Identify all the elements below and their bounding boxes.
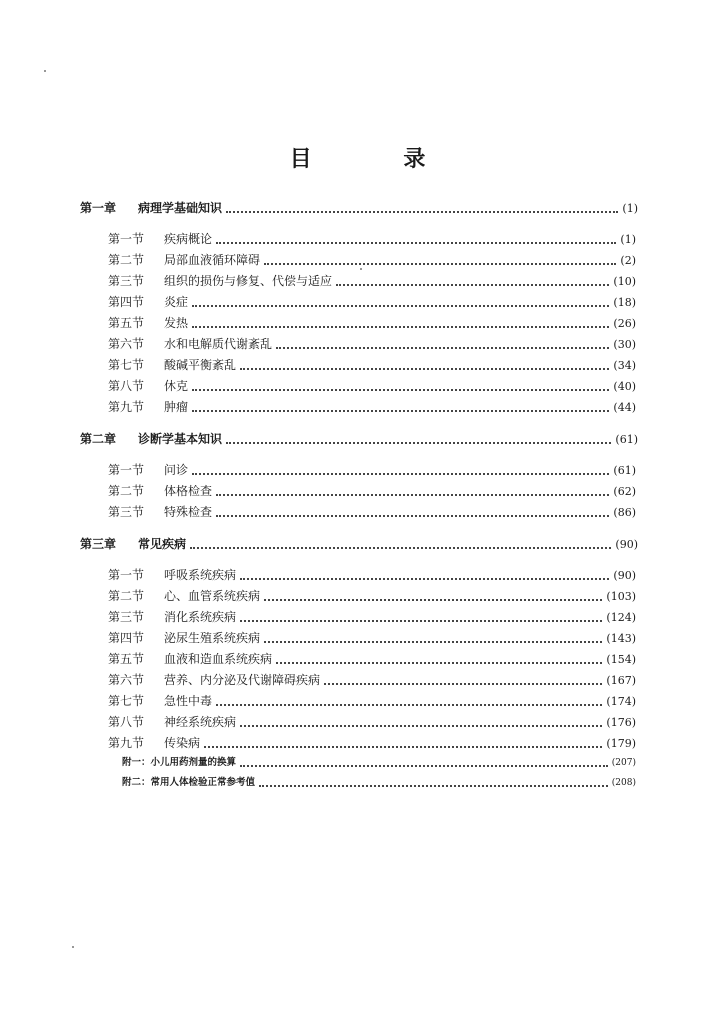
page-number: (44) xyxy=(613,401,636,414)
page-number: (207) xyxy=(611,758,636,768)
page-number: (40) xyxy=(613,380,636,393)
dot-leader xyxy=(276,662,602,664)
page-number: (1) xyxy=(620,233,636,246)
section-title: 急性中毒 xyxy=(164,694,213,708)
dot-leader xyxy=(216,704,602,706)
toc-section[interactable] xyxy=(108,462,636,479)
dot-leader xyxy=(276,347,609,349)
chapter-number: 第二章 xyxy=(80,432,117,446)
scan-speck xyxy=(72,946,74,948)
section-number: 第六节 xyxy=(108,673,145,687)
chapter-title: 病理学基础知识 xyxy=(138,201,223,215)
page-number: (61) xyxy=(613,464,636,477)
page-number: (124) xyxy=(606,611,636,624)
dot-leader xyxy=(324,683,602,685)
dot-leader xyxy=(216,494,609,496)
page-number: (208) xyxy=(611,778,636,788)
dot-leader xyxy=(190,547,611,549)
section-title: 泌尿生殖系统疾病 xyxy=(164,631,261,645)
dot-leader xyxy=(240,368,609,370)
dot-leader xyxy=(240,725,602,727)
toc-section[interactable] xyxy=(108,231,636,248)
dot-leader xyxy=(264,641,602,643)
section-title: 组织的损伤与修复、代偿与适应 xyxy=(164,274,333,288)
chapter-title: 常见疾病 xyxy=(138,537,187,551)
dot-leader xyxy=(226,442,611,444)
section-number: 第三节 xyxy=(108,274,145,288)
scan-speck xyxy=(360,268,362,270)
scan-speck xyxy=(44,70,46,72)
section-number: 第四节 xyxy=(108,295,145,309)
page-number: (1) xyxy=(622,202,638,215)
appendix-title: 附二：常用人体检验正常参考值 xyxy=(122,777,256,788)
toc-section[interactable] xyxy=(108,504,636,521)
section-number: 第二节 xyxy=(108,253,145,267)
page-number: (2) xyxy=(620,254,636,267)
section-number: 第五节 xyxy=(108,316,145,330)
section-number: 第三节 xyxy=(108,505,145,519)
dot-leader xyxy=(216,242,616,244)
toc-section[interactable] xyxy=(108,630,636,647)
dot-leader xyxy=(216,515,609,517)
toc-section[interactable] xyxy=(108,714,636,731)
toc-section[interactable] xyxy=(108,567,636,584)
toc-appendix-1[interactable] xyxy=(122,755,636,771)
section-number: 第四节 xyxy=(108,631,145,645)
page-number: (103) xyxy=(606,590,636,603)
appendix-title: 附一：小儿用药剂量的换算 xyxy=(122,757,237,768)
toc-section[interactable] xyxy=(108,483,636,500)
section-title: 水和电解质代谢紊乱 xyxy=(164,337,273,351)
page-number: (62) xyxy=(613,485,636,498)
chapter-number: 第一章 xyxy=(80,201,117,215)
toc-section[interactable] xyxy=(108,609,636,626)
toc-chapter-2[interactable] xyxy=(80,431,638,448)
dot-leader xyxy=(204,746,602,748)
toc-appendix-2[interactable] xyxy=(122,775,636,791)
section-title: 疾病概论 xyxy=(164,232,213,246)
chapter-title: 诊断学基本知识 xyxy=(138,432,223,446)
section-title: 神经系统疾病 xyxy=(164,715,237,729)
dot-leader xyxy=(264,263,616,265)
section-number: 第八节 xyxy=(108,379,145,393)
page-number: (176) xyxy=(606,716,636,729)
section-title: 特殊检查 xyxy=(164,505,213,519)
page-number: (10) xyxy=(613,275,636,288)
toc-section[interactable] xyxy=(108,357,636,374)
dot-leader xyxy=(240,765,608,767)
page-title: 目 录 xyxy=(289,147,468,172)
toc-section[interactable] xyxy=(108,336,636,353)
section-number: 第六节 xyxy=(108,337,145,351)
toc-section[interactable] xyxy=(108,693,636,710)
toc-section[interactable] xyxy=(108,588,636,605)
page-number: (154) xyxy=(606,653,636,666)
dot-leader xyxy=(264,599,602,601)
section-title: 体格检查 xyxy=(164,484,213,498)
section-title: 酸碱平衡紊乱 xyxy=(164,358,237,372)
page-number: (30) xyxy=(613,338,636,351)
section-title: 消化系统疾病 xyxy=(164,610,237,624)
toc-chapter-1[interactable] xyxy=(80,200,638,217)
dot-leader xyxy=(192,305,609,307)
page-number: (90) xyxy=(615,538,638,551)
dot-leader xyxy=(240,620,602,622)
section-number: 第一节 xyxy=(108,463,145,477)
section-title: 局部血液循环障碍 xyxy=(164,253,261,267)
page-number: (179) xyxy=(606,737,636,750)
page-number: (61) xyxy=(615,433,638,446)
page-number: (174) xyxy=(606,695,636,708)
section-number: 第九节 xyxy=(108,736,145,750)
page-number: (18) xyxy=(613,296,636,309)
dot-leader xyxy=(240,578,609,580)
section-title: 休克 xyxy=(164,379,189,393)
section-number: 第七节 xyxy=(108,358,145,372)
section-title: 传染病 xyxy=(164,736,201,750)
page-number: (90) xyxy=(613,569,636,582)
section-number: 第二节 xyxy=(108,484,145,498)
dot-leader xyxy=(192,389,609,391)
section-number: 第一节 xyxy=(108,232,145,246)
toc-section[interactable] xyxy=(108,294,636,311)
toc-section[interactable] xyxy=(108,399,636,416)
toc-section[interactable] xyxy=(108,273,636,290)
dot-leader xyxy=(192,326,609,328)
section-number: 第九节 xyxy=(108,400,145,414)
toc-section[interactable] xyxy=(108,378,636,395)
toc-section[interactable] xyxy=(108,252,636,269)
dot-leader xyxy=(259,785,608,787)
section-number: 第一节 xyxy=(108,568,145,582)
section-number: 第五节 xyxy=(108,652,145,666)
toc-chapter-3[interactable] xyxy=(80,536,638,553)
page-number: (86) xyxy=(613,506,636,519)
page-number: (34) xyxy=(613,359,636,372)
chapter-number: 第三章 xyxy=(80,537,117,551)
section-number: 第七节 xyxy=(108,694,145,708)
section-title: 血液和造血系统疾病 xyxy=(164,652,273,666)
section-number: 第二节 xyxy=(108,589,145,603)
page-number: (143) xyxy=(606,632,636,645)
toc-section[interactable] xyxy=(108,315,636,332)
page-number: (26) xyxy=(613,317,636,330)
page-number: (167) xyxy=(606,674,636,687)
toc-section[interactable] xyxy=(108,651,636,668)
section-title: 炎症 xyxy=(164,295,189,309)
section-title: 心、血管系统疾病 xyxy=(164,589,261,603)
section-title: 肿瘤 xyxy=(164,400,189,414)
section-number: 第八节 xyxy=(108,715,145,729)
section-title: 呼吸系统疾病 xyxy=(164,568,237,582)
dot-leader xyxy=(336,284,609,286)
toc-section[interactable] xyxy=(108,735,636,752)
dot-leader xyxy=(192,410,609,412)
dot-leader xyxy=(226,211,618,213)
dot-leader xyxy=(192,473,609,475)
section-number: 第三节 xyxy=(108,610,145,624)
section-title: 营养、内分泌及代谢障碍疾病 xyxy=(164,673,321,687)
section-title: 问诊 xyxy=(164,463,189,477)
toc-section[interactable] xyxy=(108,672,636,689)
section-title: 发热 xyxy=(164,316,189,330)
